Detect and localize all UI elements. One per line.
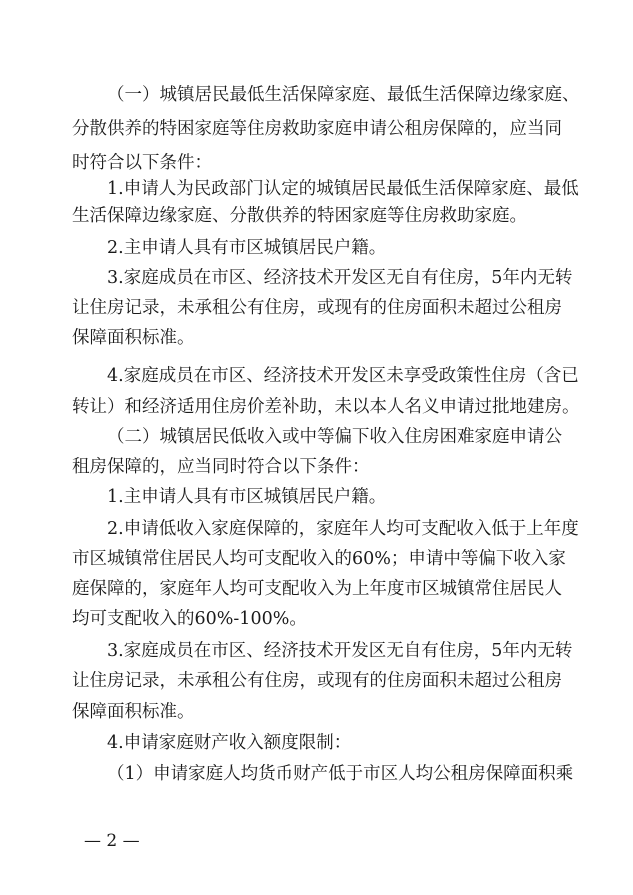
paragraph-9-line-2: 让住房记录，未承租公有住房，或现有的住房面积未超过公租房 xyxy=(72,671,562,691)
paragraph-5-line-2: 转让）和经济适用住房价差补助，未以本人名义申请过批地建房。 xyxy=(72,397,580,417)
paragraph-4-line-3: 保障面积标准。 xyxy=(72,328,195,348)
paragraph-5-line-1: 4.家庭成员在市区、经济技术开发区未享受政策性住房（含已 xyxy=(107,366,579,386)
paragraph-7-line-1: 1.主申请人具有市区城镇居民户籍。 xyxy=(107,487,387,507)
paragraph-10-line-1: 4.申请家庭财产收入额度限制： xyxy=(107,733,352,753)
paragraph-2-line-1: 1.申请人为民政部门认定的城镇居民最低生活保障家庭、最低 xyxy=(107,179,579,199)
paragraph-3-line-1: 2.主申请人具有市区城镇居民户籍。 xyxy=(107,238,387,258)
paragraph-8-line-3: 庭保障的，家庭年人均可支配收入为上年度市区城镇常住居民人 xyxy=(72,579,562,599)
paragraph-8-line-1: 2.申请低收入家庭保障的，家庭年人均可支配收入低于上年度 xyxy=(107,519,579,539)
paragraph-2-line-2: 生活保障边缘家庭、分散供养的特困家庭等住房救助家庭。 xyxy=(72,206,527,226)
paragraph-1-line-2: 分散供养的特困家庭等住房救助家庭申请公租房保障的，应当同 xyxy=(72,119,562,139)
paragraph-1-line-1: （一）城镇居民最低生活保障家庭、最低生活保障边缘家庭、 xyxy=(107,85,580,105)
paragraph-9-line-3: 保障面积标准。 xyxy=(72,702,195,722)
paragraph-9-line-1: 3.家庭成员在市区、经济技术开发区无自有住房，5年内无转 xyxy=(107,641,573,661)
paragraph-4-line-2: 让住房记录，未承租公有住房，或现有的住房面积未超过公租房 xyxy=(72,298,562,318)
paragraph-6-line-2: 租房保障的，应当同时符合以下条件： xyxy=(72,457,370,477)
paragraph-6-line-1: （二）城镇居民低收入或中等偏下收入住房困难家庭申请公 xyxy=(107,427,562,447)
paragraph-8-line-2: 市区城镇常住居民人均可支配收入的60%；申请中等偏下收入家 xyxy=(72,549,566,569)
paragraph-1-line-3: 时符合以下条件： xyxy=(72,153,212,173)
page-number: — 2 — xyxy=(84,831,140,851)
paragraph-4-line-1: 3.家庭成员在市区、经济技术开发区无自有住房，5年内无转 xyxy=(107,268,573,288)
paragraph-8-line-4: 均可支配收入的60%-100%。 xyxy=(72,609,307,629)
paragraph-11-line-1: （1）申请家庭人均货币财产低于市区人均公租房保障面积乘 xyxy=(107,764,574,784)
